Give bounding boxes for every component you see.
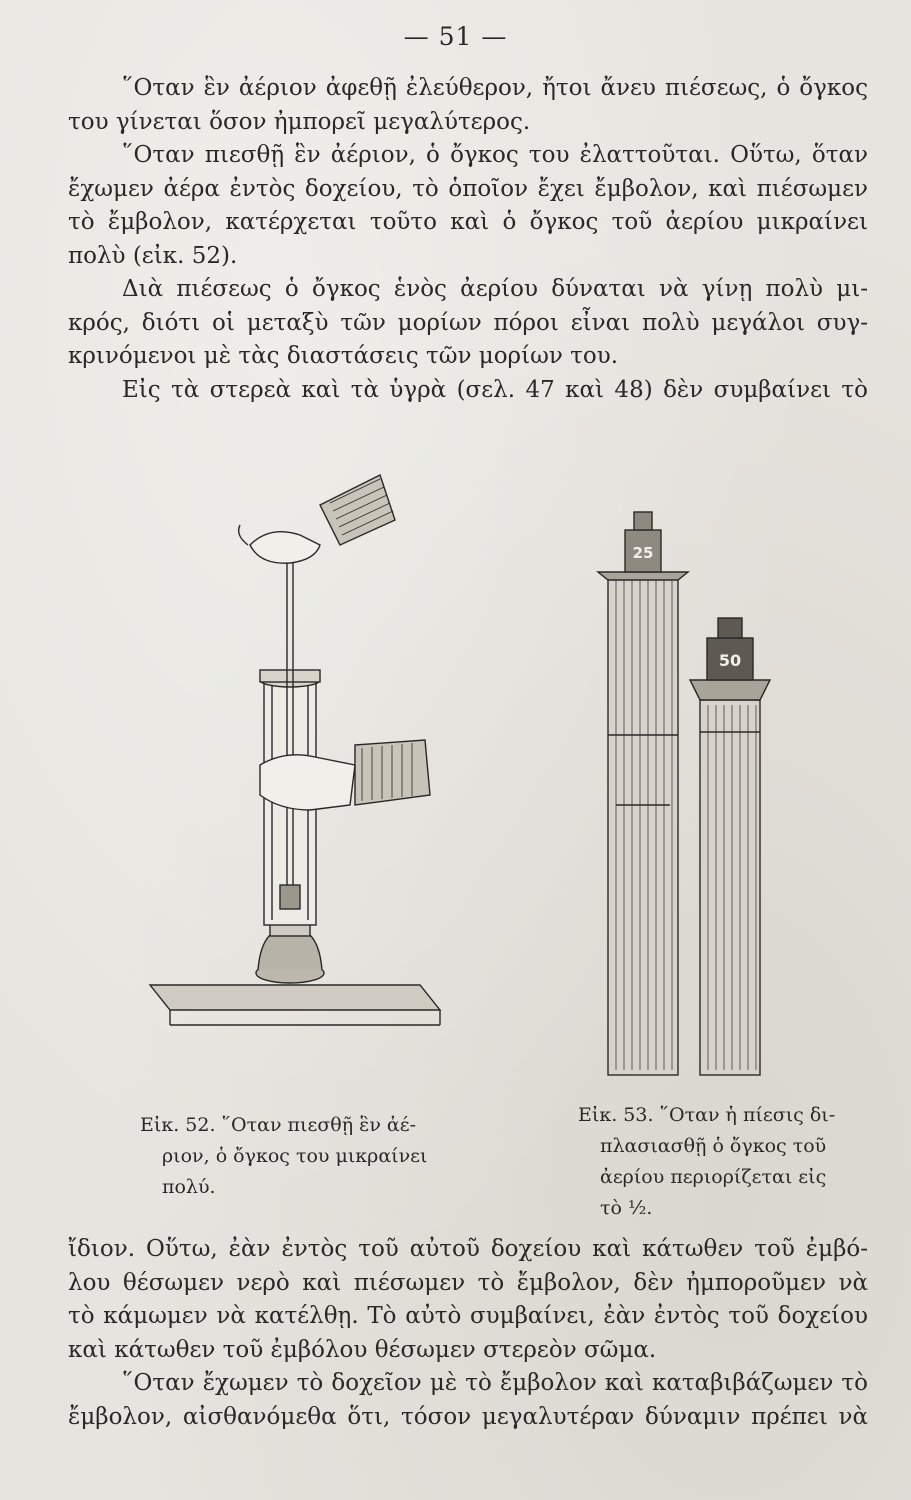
text-line: του γίνεται ὅσον ἠμπορεῖ μεγαλύτερος. — [68, 108, 531, 135]
top-text-block — [68, 72, 868, 407]
text-line: ἔχωμεν ἀέρα ἐντὸς δοχείου, τὸ ὁποῖον ἔχει ἔμβολον, καὶ πιέσωμεν — [68, 175, 868, 202]
syringe-drawing-icon — [140, 465, 470, 1065]
text-line: Διὰ πιέσεως ὁ ὄγκος ἑνὸς ἀερίου δύναται νὰ γίνῃ πολὺ μι- — [122, 276, 868, 302]
caption-line: Εἰκ. 52. ῞Οταν πιεσθῇ ἓν ἀέ- — [140, 1114, 417, 1136]
text-line: τὸ κάμωμεν νὰ κατέλθῃ. Τὸ αὐτὸ συμβαίνει, ἐὰν ἐντὸς τοῦ δοχείου — [68, 1303, 868, 1329]
figure-52-caption — [140, 1110, 460, 1203]
text-line: πολὺ (εἰκ. 52). — [68, 242, 238, 269]
figure-53-cylinders-illustration — [590, 500, 790, 1100]
weighted-cylinders-icon — [590, 500, 790, 1100]
weight-label-50: 50 — [718, 651, 742, 670]
caption-line: ἀερίου περιορίζεται εἰς — [600, 1166, 827, 1188]
text-line: ῞Οταν ἓν ἀέριον ἀφεθῇ ἐλεύθερον, ἤτοι ἄνευ πιέσεως, ὁ ὄγκος — [122, 75, 868, 101]
text-line: ἔμβολον, αἰσθανόμεθα ὅτι, τόσον μεγαλυτέραν δύναμιν πρέπει νὰ — [68, 1403, 868, 1430]
bottom-text-block — [68, 1233, 868, 1434]
text-line: Εἰς τὰ στερεὰ καὶ τὰ ὑγρὰ (σελ. 47 καὶ 48) δὲν συμβαίνει τὸ — [122, 376, 868, 403]
caption-line: ριον, ὁ ὄγκος του μικραίνει — [162, 1145, 428, 1167]
text-line: ἴδιον. Οὕτω, ἐὰν ἐντὸς τοῦ αὐτοῦ δοχείου καὶ κάτωθεν τοῦ ἐμβό- — [68, 1236, 868, 1262]
text-line: λου θέσωμεν νερὸ καὶ πιέσωμεν τὸ ἔμβολον, δὲν ἠμποροῦμεν νὰ — [68, 1269, 868, 1296]
text-line: τὸ ἔμβολον, κατέρχεται τοῦτο καὶ ὁ ὄγκος τοῦ ἀερίου μικραίνει — [68, 209, 868, 235]
caption-line: πλασιασθῇ ὁ ὄγκος τοῦ — [600, 1135, 827, 1157]
text-line: καὶ κάτωθεν τοῦ ἐμβόλου θέσωμεν στερεὸν σῶμα. — [68, 1336, 657, 1363]
figure-53-caption — [578, 1100, 868, 1224]
weight-label-25: 25 — [632, 544, 654, 562]
text-line: κρινόμενοι μὲ τὰς διαστάσεις τῶν μορίων του. — [68, 343, 619, 369]
text-line: ῞Οταν ἔχωμεν τὸ δοχεῖον μὲ τὸ ἔμβολον καὶ καταβιβάζωμεν τὸ — [122, 1370, 868, 1396]
caption-line: Εἰκ. 53. ῞Οταν ἡ πίεσις δι- — [578, 1104, 836, 1126]
page-number: — 51 — — [403, 22, 508, 51]
text-line: κρός, διότι οἱ μεταξὺ τῶν μορίων πόροι εἶναι πολὺ μεγάλοι συγ- — [68, 309, 868, 336]
caption-line: πολύ. — [162, 1176, 216, 1198]
figure-52-syringe-illustration — [140, 465, 470, 1065]
text-line: ῞Οταν πιεσθῇ ἓν ἀέριον, ὁ ὄγκος του ἐλαττοῦται. Οὕτω, ὅταν — [122, 142, 868, 168]
caption-line: τὸ ½. — [600, 1197, 653, 1219]
